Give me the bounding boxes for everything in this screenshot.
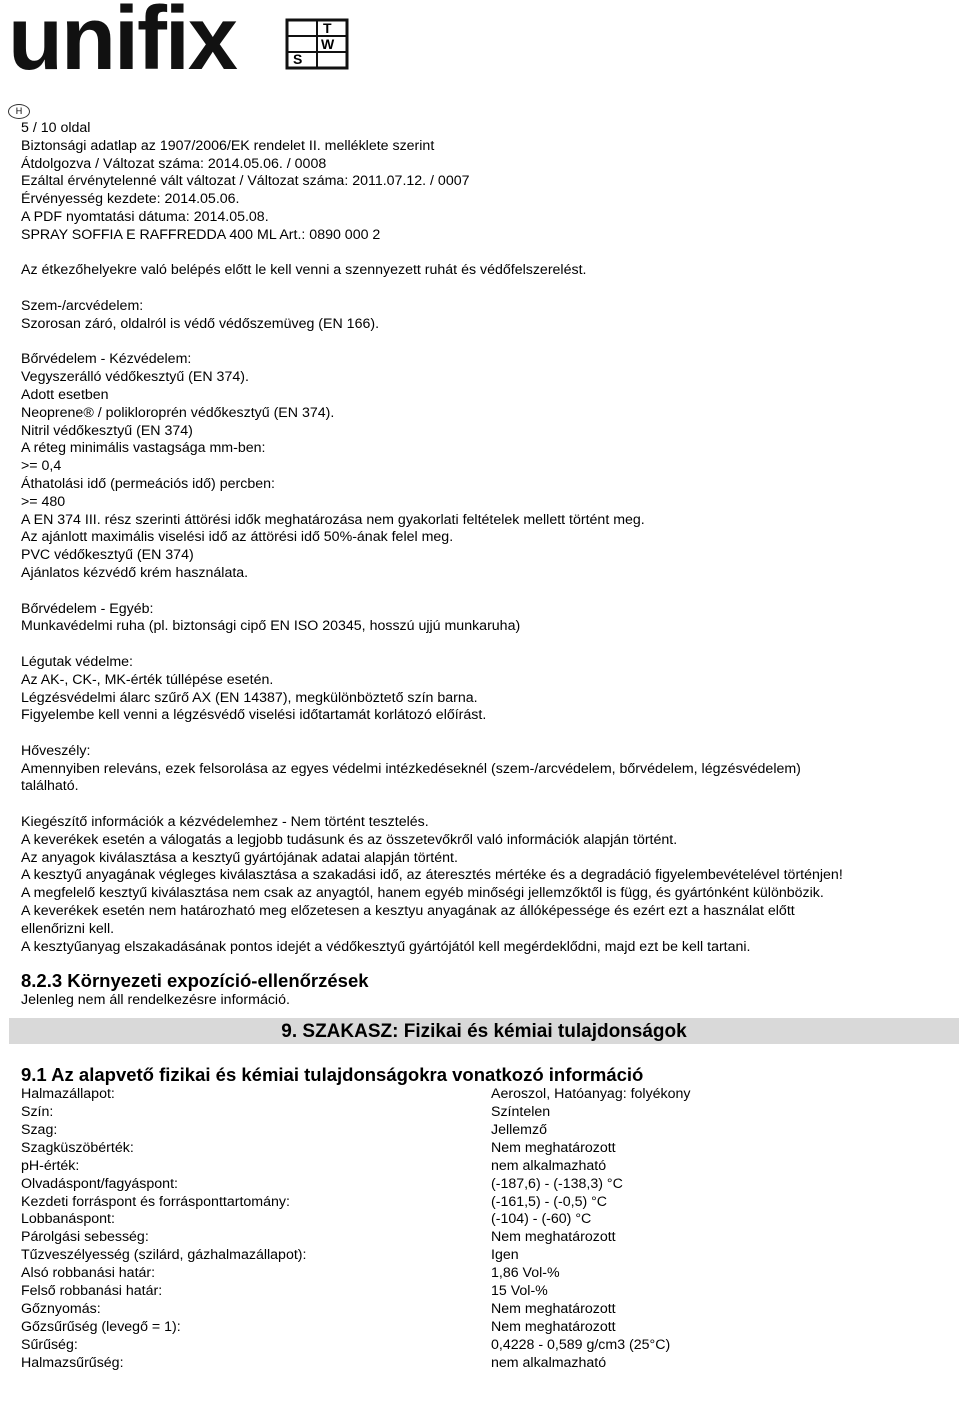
- hand-protection-heading: Bőrvédelem - Kézvédelem:: [21, 351, 192, 368]
- property-value: 0,4228 - 0,589 g/cm3 (25°C): [491, 1336, 671, 1353]
- property-value: Nem meghatározott: [491, 1300, 616, 1317]
- property-row: [21, 1122, 691, 1140]
- property-name: Tűzveszélyesség (szilárd, gázhalmazállapot):: [21, 1247, 307, 1264]
- property-name: Szagküszöbérték:: [21, 1139, 134, 1156]
- property-name: Párolgási sebesség:: [21, 1229, 149, 1246]
- property-row: [21, 1229, 691, 1247]
- property-value: (-161,5) - (-0,5) °C: [491, 1193, 608, 1210]
- stw-emblem: [285, 18, 349, 70]
- valid-from-line: Érvényesség kezdete: 2014.05.06.: [21, 191, 240, 208]
- property-row: [21, 1319, 691, 1337]
- text-line: Az anyagok kiválasztása a kesztyű gyártójának adatai alapján történt.: [21, 849, 458, 866]
- text-line: A kesztyűanyag elszakadásának pontos idejét a védőkesztyű gyártójától kell megérdeklődni, majd ezt be kell tartani.: [21, 938, 751, 955]
- property-value: Nem meghatározott: [491, 1139, 616, 1156]
- text-line: Vegyszerálló védőkesztyű (EN 374).: [21, 369, 249, 386]
- text-line: található.: [21, 778, 79, 795]
- property-name: Gőzsűrűség (levegő = 1):: [21, 1318, 181, 1335]
- property-name: pH-érték:: [21, 1157, 80, 1174]
- language-badge: H: [8, 104, 30, 119]
- text-line: Ajánlatos kézvédő krém használata.: [21, 564, 249, 581]
- document-header: [21, 120, 946, 245]
- property-row: [21, 1283, 691, 1301]
- revision-line: Átdolgozva / Változat száma: 2014.05.06. / 0008: [21, 155, 327, 172]
- logo-wordmark: unifix: [8, 0, 236, 89]
- page-number: 5 / 10 oldal: [21, 120, 91, 136]
- skin-other-text: Munkavédelmi ruha (pl. biztonsági cipő EN ISO 20345, hosszú ujjú munkaruha): [21, 618, 521, 635]
- text-line: ellenőrizni kell.: [21, 920, 115, 937]
- property-row: [21, 1211, 691, 1229]
- section-9-title: 9. SZAKASZ: Fizikai és kémiai tulajdonságok: [9, 1018, 959, 1044]
- hand-protection-block: [21, 351, 946, 582]
- thermal-block: [21, 743, 946, 796]
- property-value: Nem meghatározott: [491, 1229, 616, 1246]
- eye-protection-heading: Szem-/arcvédelem:: [21, 297, 144, 314]
- property-row: [21, 1194, 691, 1212]
- additional-info-block: [21, 814, 946, 956]
- property-name: Lobbanáspont:: [21, 1211, 115, 1228]
- property-value: Színtelen: [491, 1104, 551, 1121]
- text-line: Neoprene® / polikloroprén védőkesztyű (EN 374).: [21, 404, 335, 421]
- thermal-heading: Hőveszély:: [21, 742, 91, 759]
- text-line: A kesztyű anyagának végleges kiválasztása a szakadási idő, az áteresztés mértéke és a degradáció figyelembevételével történjen!: [21, 867, 843, 884]
- property-name: Szag:: [21, 1122, 58, 1139]
- property-row: [21, 1140, 691, 1158]
- text-line: A megfelelő kesztyű kiválasztása nem csak az anyagtól, hanem egyéb minőségi jellemzőktől is függ, és gyártónként különbözik.: [21, 885, 824, 902]
- property-name: Olvadáspont/fagyáspont:: [21, 1175, 178, 1192]
- property-value: (-187,6) - (-138,3) °C: [491, 1175, 623, 1192]
- text-line: Áthatolási idő (permeációs idő) percben:: [21, 475, 275, 492]
- subsection-9-1-heading: 9.1 Az alapvető fizikai és kémiai tulajdonságokra vonatkozó információ: [21, 1064, 644, 1086]
- print-date-line: A PDF nyomtatási dátuma: 2014.05.08.: [21, 208, 269, 225]
- text-line: A keverékek esetén nem határozható meg előzetesen a kesztyu anyagának az állóképessége és ezért ezt a használat előtt: [21, 903, 795, 920]
- properties-table: [21, 1086, 691, 1372]
- product-line: SPRAY SOFFIA E RAFFREDDA 400 ML Art.: 0890 000 2: [21, 226, 381, 243]
- property-row: [21, 1337, 691, 1355]
- property-name: Halmazállapot:: [21, 1086, 115, 1103]
- property-name: Felső robbanási határ:: [21, 1283, 163, 1300]
- property-row: [21, 1265, 691, 1283]
- property-value: nem alkalmazható: [491, 1354, 607, 1371]
- text-line: >= 480: [21, 493, 66, 510]
- stw-letter-s: S: [293, 51, 303, 67]
- property-value: Nem meghatározott: [491, 1318, 616, 1335]
- text-line: Figyelembe kell venni a légzésvédő viselési időtartamát korlátozó előírást.: [21, 707, 487, 724]
- text-line: Az ajánlott maximális viselési idő az áttörési idő 50%-ának felel meg.: [21, 529, 454, 546]
- property-row: [21, 1086, 691, 1104]
- property-name: Halmazsűrűség:: [21, 1354, 124, 1371]
- property-value: nem alkalmazható: [491, 1157, 607, 1174]
- text-line: >= 0,4: [21, 458, 62, 475]
- property-row: [21, 1301, 691, 1319]
- document-body: [21, 120, 946, 1373]
- property-name: Alsó robbanási határ:: [21, 1265, 156, 1282]
- text-line: Amennyiben releváns, ezek felsorolása az egyes védelmi intézkedéseknél (szem-/arcvédelem, bőrvédelem, légzésvédelem): [21, 760, 801, 777]
- property-row: [21, 1355, 691, 1373]
- eye-protection-text: Szorosan záró, oldalról is védő védőszemüveg (EN 166).: [21, 315, 380, 332]
- text-line: A keverékek esetén a válogatás a legjobb tudásunk és az összetevőkről való információk alapján történt.: [21, 831, 678, 848]
- property-row: [21, 1176, 691, 1194]
- text-line: Az AK-, CK-, MK-érték túllépése esetén.: [21, 671, 274, 688]
- text-line: Kiegészítő információk a kézvédelemhez - Nem történt tesztelés.: [21, 814, 429, 831]
- property-row: [21, 1158, 691, 1176]
- text-line: Adott esetben: [21, 386, 109, 403]
- skin-other-heading: Bőrvédelem - Egyéb:: [21, 600, 154, 617]
- intro-text: Az étkezőhelyekre való belépés előtt le kell venni a szennyezett ruhát és védőfelszerelést.: [21, 262, 587, 279]
- text-line: A réteg minimális vastagsága mm-ben:: [21, 440, 266, 457]
- property-name: Kezdeti forráspont és forrásponttartomány:: [21, 1193, 290, 1210]
- text-line: A EN 374 III. rész szerinti áttörési idők meghatározása nem gyakorlati feltételek mellett történt meg.: [21, 511, 645, 528]
- document-title: Biztonsági adatlap az 1907/2006/EK rendelet II. melléklete szerint: [21, 137, 435, 154]
- property-value: 1,86 Vol-%: [491, 1265, 560, 1282]
- superseded-line: Ezáltal érvénytelenné vált változat / Változat száma: 2011.07.12. / 0007: [21, 173, 470, 190]
- property-value: Jellemző: [491, 1122, 547, 1139]
- stw-letter-w: W: [321, 36, 335, 52]
- company-logo: [8, 0, 348, 89]
- property-name: Szín:: [21, 1104, 54, 1121]
- property-name: Sűrűség:: [21, 1336, 78, 1353]
- property-value: Igen: [491, 1247, 519, 1264]
- property-value: Aeroszol, Hatóanyag: folyékony: [491, 1086, 691, 1103]
- stw-letter-t: T: [323, 20, 332, 36]
- text-line: Nitril védőkesztyű (EN 374): [21, 422, 193, 439]
- text-line: PVC védőkesztyű (EN 374): [21, 547, 194, 564]
- env-exposure-text: Jelenleg nem áll rendelkezésre információ.: [21, 992, 290, 1009]
- property-value: (-104) - (-60) °C: [491, 1211, 592, 1228]
- respiratory-block: [21, 654, 946, 725]
- property-name: Gőznyomás:: [21, 1300, 101, 1317]
- property-row: [21, 1247, 691, 1265]
- property-value: 15 Vol-%: [491, 1283, 548, 1300]
- respiratory-heading: Légutak védelme:: [21, 653, 133, 670]
- text-line: Légzésvédelmi álarc szűrő AX (EN 14387), megkülönböztető szín barna.: [21, 689, 478, 706]
- env-exposure-heading: 8.2.3 Környezeti expozíció-ellenőrzések: [21, 970, 369, 992]
- property-row: [21, 1104, 691, 1122]
